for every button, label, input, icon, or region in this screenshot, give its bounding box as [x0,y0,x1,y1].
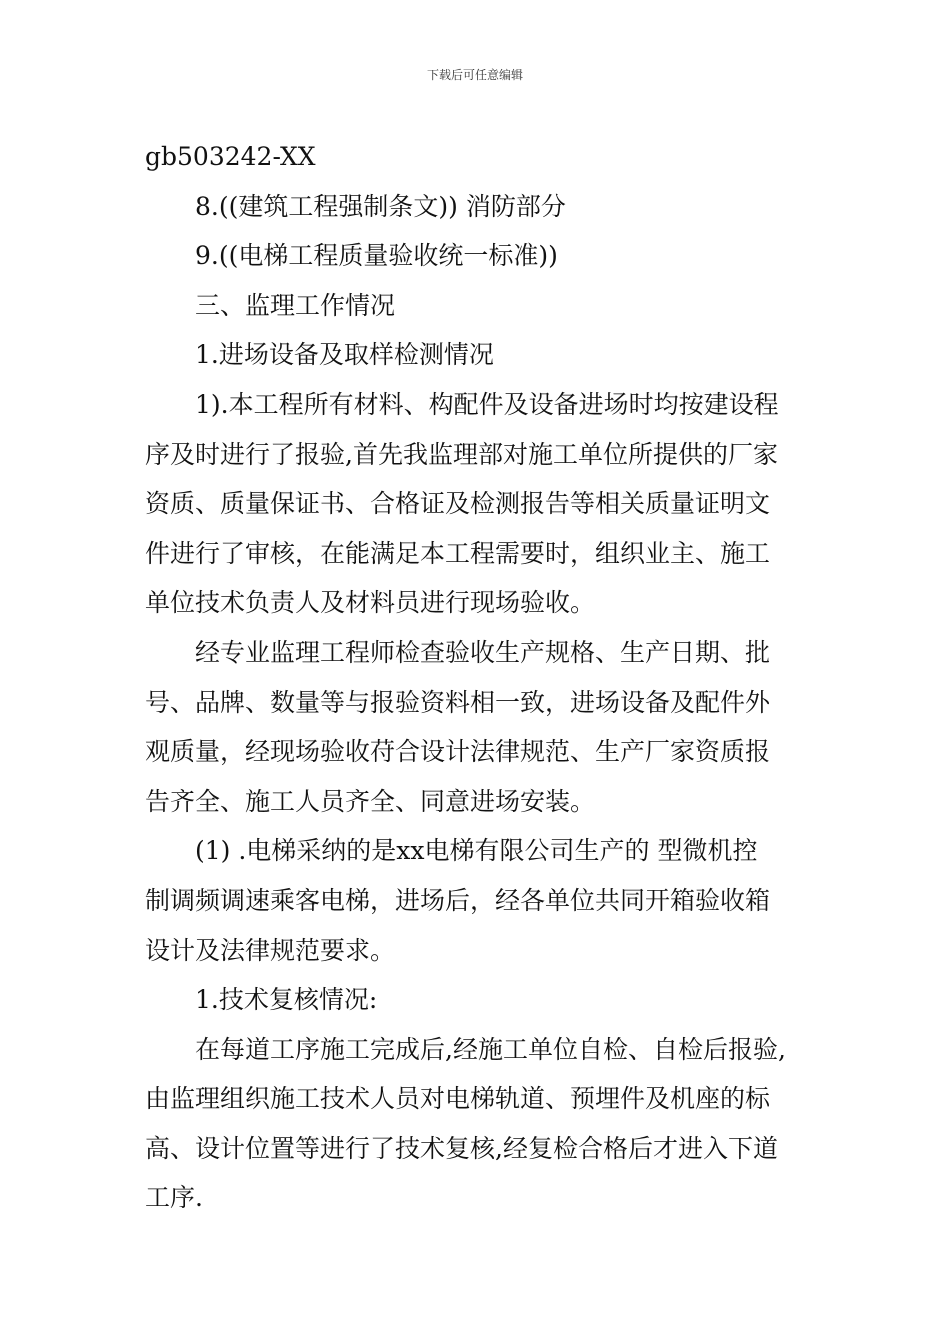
text-line: 由监理组织施工技术人员对电梯轨道、预埋件及机座的标 [145,1084,771,1114]
subsection-heading: 1.进场设备及取样检测情况 [195,340,494,370]
text-line: 观质量，经现场验收苻合设计法律规范、生产厂家资质报 [145,737,771,767]
text-line: 9.((电梯工程质量验收统一标准)) [195,241,558,271]
text-line: 高、设计位置等进行了技术复核,经复检合格后才进入下道 [145,1133,778,1163]
text-line: 在每道工序施工完成后,经施工单位自检、自检后报验, [195,1034,786,1064]
text-line: 8.((建筑工程强制条文)) 消防部分 [195,191,566,221]
document-body [145,132,815,1223]
page-header-note: 下载后可任意编辑 [426,68,523,82]
text-line: 号、品牌、数量等与报验资料相一致，进场设备及配件外 [145,687,771,717]
text-line: 告齐全、施工人员齐全、同意进场安装。 [145,786,596,816]
text-line: 序及时进行了报验,首先我监理部对施工单位所提供的厂家 [145,439,778,469]
text-line: gb503242-XX [145,142,316,171]
text-line: 经专业监理工程师检查验收生产规格、生产日期、批 [195,637,771,667]
text-line: 1).本工程所有材料、构配件及设备进场时均按建设程 [195,389,779,419]
text-line: 件进行了审核，在能满足本工程需要时，组织业主、施工 [145,538,771,568]
text-line: (1) .电梯采纳的是xx电梯有限公司生产的 型微机控 [195,836,758,866]
text-line: 设计及法律规范要求。 [145,935,396,965]
text-line: 工序. [145,1183,203,1213]
text-line: 制调频调速乘客电梯，进场后，经各单位共同开箱验收箱 [145,885,771,915]
subsection-heading: 1.技术复核情况: [195,985,378,1015]
section-heading: 三、监理工作情况 [195,290,396,320]
text-line: 资质、质量保证书、合格证及检测报告等相关质量证明文 [145,489,771,519]
text-line: 单位技术负责人及材料员进行现场验收。 [145,588,596,618]
